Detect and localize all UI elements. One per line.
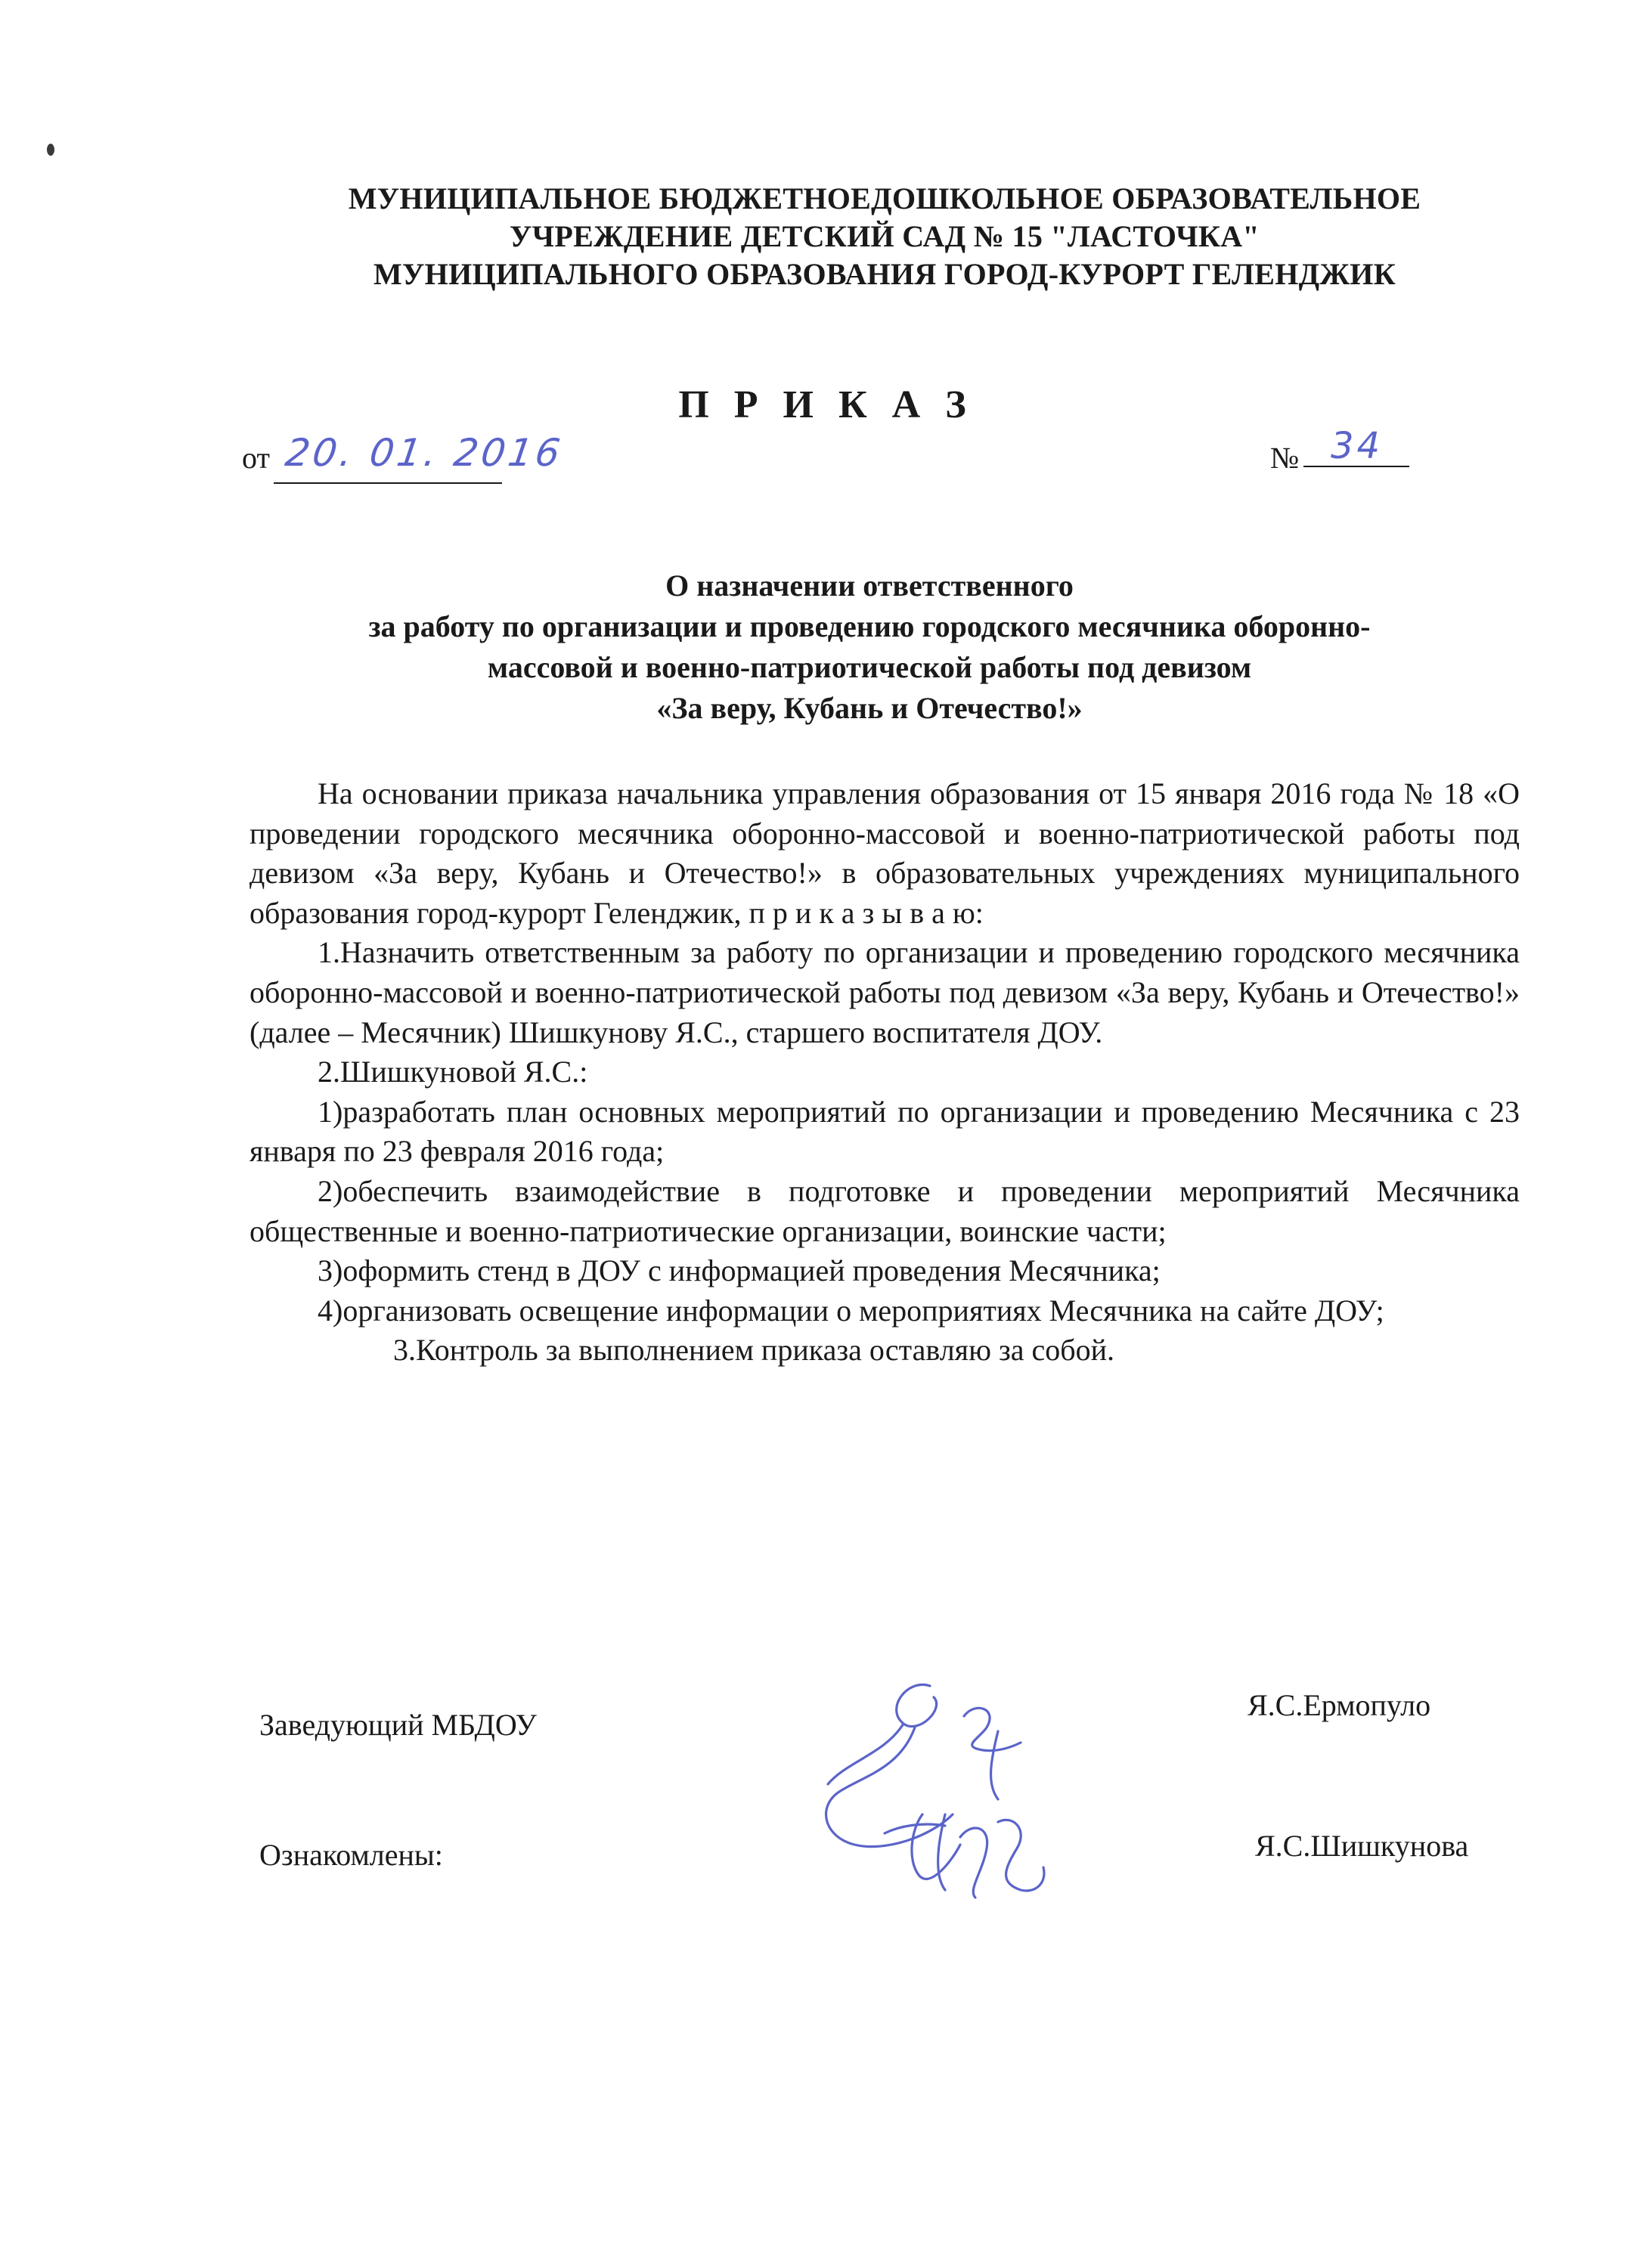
order-subitem-4: 4)организовать освещение информации о мероприятиях Месячника на сайте ДОУ; (318, 1293, 1384, 1328)
head-title: Заведующий МБДОУ (259, 1708, 537, 1742)
organization-header (250, 180, 1520, 293)
intro-paragraph: На основании приказа начальника управления образования от 15 января 2016 года № 18 «О проведении городского месячника оборонно-массовой и военно-патриотической работы под девизом «За веру, Кубань и Отечество!» в образовательных учреждениях муниципального образования город-курорт Геленджик, п р и к а з ы в а ю: (250, 776, 1520, 930)
number-value: 34 (1331, 425, 1384, 467)
order-item-2: 2.Шишкуновой Я.С.: (318, 1055, 588, 1089)
header-line-1: МУНИЦИПАЛЬНОЕ БЮДЖЕТНОЕДОШКОЛЬНОЕ ОБРАЗОВАТЕЛЬНОЕ (348, 181, 1421, 215)
order-subitem-1: 1)разработать план основных мероприятий по организации и проведению Месячника с 23 января по 23 февраля 2016 года; (250, 1094, 1520, 1169)
header-line-3: МУНИЦИПАЛЬНОГО ОБРАЗОВАНИЯ ГОРОД-КУРОРТ ГЕЛЕНДЖИК (373, 257, 1396, 291)
order-subitem-2: 2)обеспечить взаимодействие в подготовке и проведении мероприятий Месячника общественные и военно-патриотические организации, воинские части; (250, 1173, 1520, 1248)
date-value: 20. 01. 2016 (282, 431, 566, 475)
subject-line-1: О назначении ответственного (665, 569, 1074, 603)
acquainted-name: Я.С.Шишкунова (1255, 1829, 1469, 1863)
acquainted-label: Ознакомлены: (259, 1838, 443, 1872)
order-item-1: 1.Назначить ответственным за работу по организации и проведению городского месячника оборонно-массовой и военно-патриотической работы под девизом «За веру, Кубань и Отечество!» (далее – Месячник) Шишкунову Я.С., старшего воспитателя ДОУ. (250, 935, 1520, 1049)
order-body (250, 774, 1520, 1371)
order-subject (189, 565, 1550, 729)
order-subitem-3: 3)оформить стенд в ДОУ с информацией проведения Месячника; (318, 1253, 1161, 1288)
date-underline (274, 482, 502, 484)
header-line-2: УЧРЕЖДЕНИЕ ДЕТСКИЙ САД № 15 "ЛАСТОЧКА" (510, 219, 1260, 253)
subject-line-2: за работу по организации и проведению городского месячника оборонно- (368, 609, 1371, 643)
subject-line-4: «За веру, Кубань и Отечество!» (656, 691, 1083, 725)
date-label: от (242, 441, 270, 475)
number-label: № (1270, 441, 1300, 475)
subject-line-3: массовой и военно-патриотической работы под девизом (487, 650, 1252, 684)
head-name: Я.С.Ермопуло (1248, 1688, 1431, 1722)
document-title: П Р И К А З (678, 383, 974, 426)
order-item-3: 3.Контроль за выполнением приказа оставляю за собой. (393, 1333, 1115, 1368)
scan-speck (47, 144, 54, 156)
handwritten-signature (771, 1663, 1089, 1913)
